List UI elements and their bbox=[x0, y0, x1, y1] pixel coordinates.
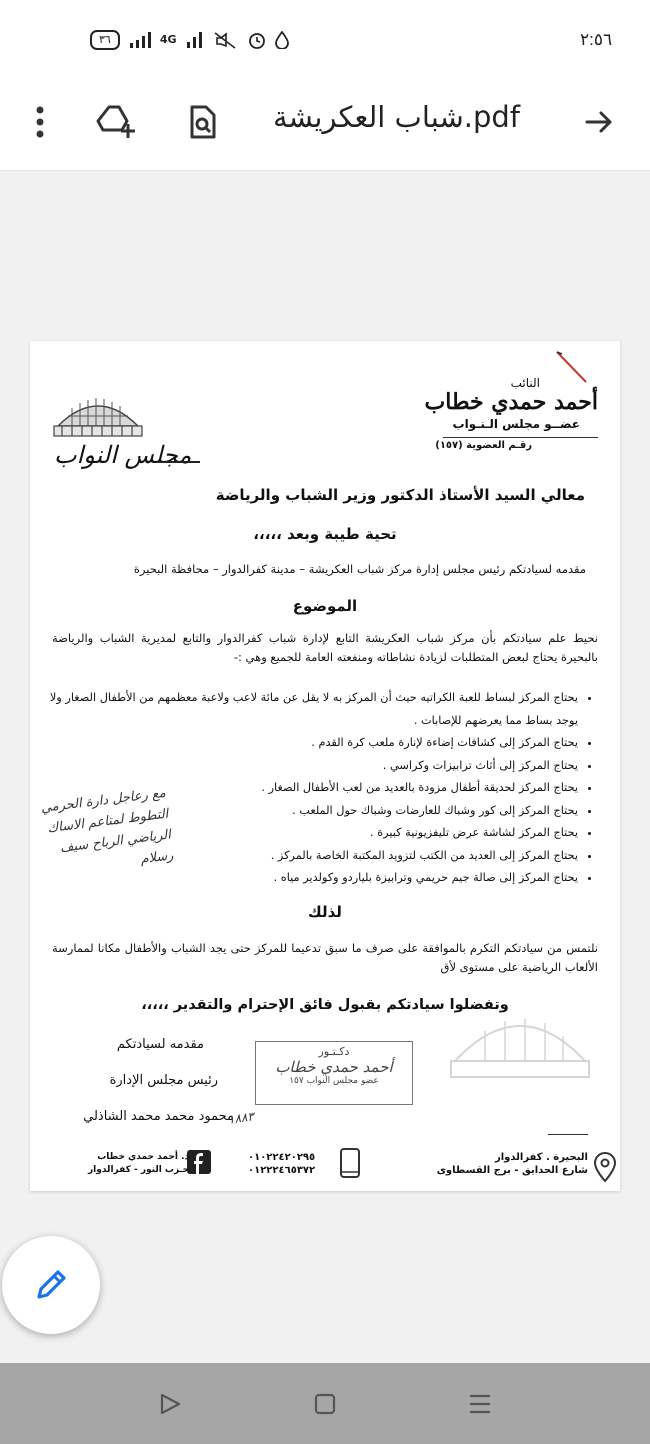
back-button[interactable] bbox=[577, 100, 621, 144]
parliament-logo-text: مجلس النواب bbox=[54, 441, 192, 469]
list-item: • يحتاج المركز لحديقة أطفال مزودة بالعديد من لعب الأطفال الصغار . bbox=[42, 777, 578, 800]
mute-icon bbox=[213, 31, 239, 49]
pencil-icon bbox=[33, 1267, 69, 1303]
therefore-heading: لذلك bbox=[308, 903, 342, 921]
status-time: ٢:٥٦ bbox=[580, 30, 613, 49]
footer-phone-1: ٠١٠٢٢٤٢٠٢٩٥ bbox=[248, 1152, 316, 1163]
data-saver-icon bbox=[275, 31, 289, 49]
footer-party bbox=[88, 1151, 189, 1177]
letterhead-registration: رقـم العضوية (١٥٧) bbox=[435, 440, 532, 451]
paragraph-request: نلتمس من سيادتكم التكرم بالموافقة على صرف ما سبق تدعيما للمركز حتى يجد الشباب والأطفال مكانا لممارسة الألعاب الرياضية على مستوى لأق bbox=[52, 941, 598, 974]
add-to-drive-icon bbox=[95, 104, 137, 140]
footer-phone-2: ٠١٢٢٢٤٦٥٣٧٢ bbox=[248, 1165, 316, 1176]
signature-name: محمود محمد محمد الشاذلي bbox=[83, 1109, 234, 1124]
letterhead-name: أحمد حمدي خطاب bbox=[424, 389, 598, 415]
nav-home-button[interactable] bbox=[305, 1388, 345, 1420]
stamp-line-2: أحمد حمدي خطاب bbox=[275, 1058, 393, 1076]
location-pin-icon bbox=[592, 1151, 618, 1183]
battery-icon: ٣٦ bbox=[90, 30, 120, 50]
network-4g-icon: 4G bbox=[159, 33, 177, 46]
list-item: • يحتاج المركز إلى صالة جيم حريمي وترابيزة بلياردو وكولدير مياه . bbox=[42, 867, 578, 890]
letterhead-role: النائب bbox=[510, 376, 540, 390]
letterhead-member: عضــو مجلس الـنـواب bbox=[452, 417, 580, 431]
signature-presenter: مقدمه لسيادتكم bbox=[116, 1037, 204, 1052]
document-title: شباب العكريشة.pdf bbox=[272, 100, 520, 134]
nav-back-button[interactable] bbox=[150, 1388, 190, 1420]
signal-2-icon bbox=[186, 32, 204, 48]
more-options-button[interactable] bbox=[18, 100, 62, 144]
toolbar bbox=[0, 80, 650, 171]
footer-party-line-2: حـزب النور - كفرالدوار bbox=[88, 1165, 190, 1175]
paragraph-intro: نحيط علم سيادتكم بأن مركز شباب العكريشة التابع لإدارة شباب كفرالدوار والتابع لمديرية الشباب والرياضة بالبحيرة يحتاج لبعض المتطلبات لزيادة نشاطاته ومنفعته العامة للجميع وهي :- bbox=[52, 631, 598, 664]
footer-party-line-1: د. أحمد حمدي خطاب bbox=[97, 1152, 190, 1162]
triangle-back-icon bbox=[158, 1392, 182, 1416]
salutation: معالي السيد الأستاذ الدكتور وزير الشباب والرياضة bbox=[215, 486, 585, 504]
footer-divider bbox=[548, 1134, 588, 1135]
closing-line: وتفضلوا سيادتكم بقبول فائق الإحترام والتقدير ،،،،، bbox=[141, 997, 509, 1013]
pdf-viewer[interactable] bbox=[0, 171, 650, 1363]
menu-lines-icon bbox=[468, 1393, 492, 1415]
alarm-icon bbox=[248, 31, 266, 49]
list-item: • يحتاج المركز إلى أثاث ترابيزات وكراسي . bbox=[42, 755, 578, 778]
footer-address-line-1: البحيرة . كفرالدوار bbox=[494, 1152, 588, 1163]
subject-heading: الموضوع bbox=[292, 597, 358, 615]
parliament-dome-icon bbox=[50, 386, 146, 442]
more-vert-icon bbox=[35, 105, 45, 139]
system-nav-bar bbox=[0, 1363, 650, 1444]
handwritten-number: ١٨٨٣ bbox=[227, 1109, 255, 1127]
handwritten-note: مع رعاجل دارة الحرمي التطوط لمتاعم الاساك الرياضي الرباح سيف رسلام bbox=[40, 785, 175, 868]
signature-title: رئيس مجلس الإدارة bbox=[109, 1073, 218, 1088]
intro-line: مقدمه لسيادتكم رئيس مجلس إدارة مركز شباب العكريشة – مدينة كفرالدوار – محافظة البحيرة bbox=[133, 562, 586, 576]
parliament-watermark-icon bbox=[445, 991, 595, 1086]
list-item: • يحتاج المركز لبساط للعبة الكراتيه حيث أن المركز به لا يقل عن مائة لاعب ولاعبة معظمهم من الأطفال الصغار ولا يوجد بساط مما يعرضهم للإصابات . bbox=[42, 687, 578, 732]
letterhead-divider bbox=[443, 437, 598, 438]
greeting: تحية طيبة وبعد ،،،،، bbox=[253, 525, 397, 543]
list-item: • يحتاج المركز إلى كشافات إضاءة لإنارة ملعب كرة القدم . bbox=[42, 732, 578, 755]
square-home-icon bbox=[314, 1393, 336, 1415]
facebook-icon bbox=[186, 1149, 212, 1175]
add-to-drive-button[interactable] bbox=[94, 100, 138, 144]
stamp-line-1: دكـتـور bbox=[318, 1045, 350, 1058]
signal-icon bbox=[129, 32, 151, 48]
status-icons bbox=[90, 30, 289, 50]
official-stamp bbox=[255, 1041, 413, 1105]
status-bar bbox=[0, 0, 650, 80]
search-document-button[interactable] bbox=[180, 100, 224, 144]
pdf-page[interactable] bbox=[30, 341, 620, 1191]
stamp-line-3: عضو مجلس النواب ١٥٧ bbox=[289, 1076, 379, 1086]
mobile-phone-icon bbox=[338, 1147, 362, 1179]
logo-underline bbox=[158, 461, 200, 463]
arrow-right-icon bbox=[583, 106, 615, 138]
list-item: • يحتاج المركز لشاشة عرض تليفزيونية كبيرة . bbox=[42, 822, 578, 845]
edit-button[interactable] bbox=[2, 1236, 100, 1334]
footer-address bbox=[437, 1151, 588, 1177]
list-item: • يحتاج المركز إلى العديد من الكتب لتزويد المكتبة الخاصة بالمركز . bbox=[42, 845, 578, 868]
list-item: • يحتاج المركز إلى كور وشباك للعارضات وشباك حول الملعب . bbox=[42, 800, 578, 823]
footer-address-line-2: شارع الحدايق - برج القسطاوى bbox=[436, 1165, 588, 1176]
search-doc-icon bbox=[186, 104, 218, 140]
pen-scribble-icon bbox=[554, 349, 590, 385]
nav-recents-button[interactable] bbox=[460, 1388, 500, 1420]
footer-phones bbox=[248, 1151, 315, 1177]
